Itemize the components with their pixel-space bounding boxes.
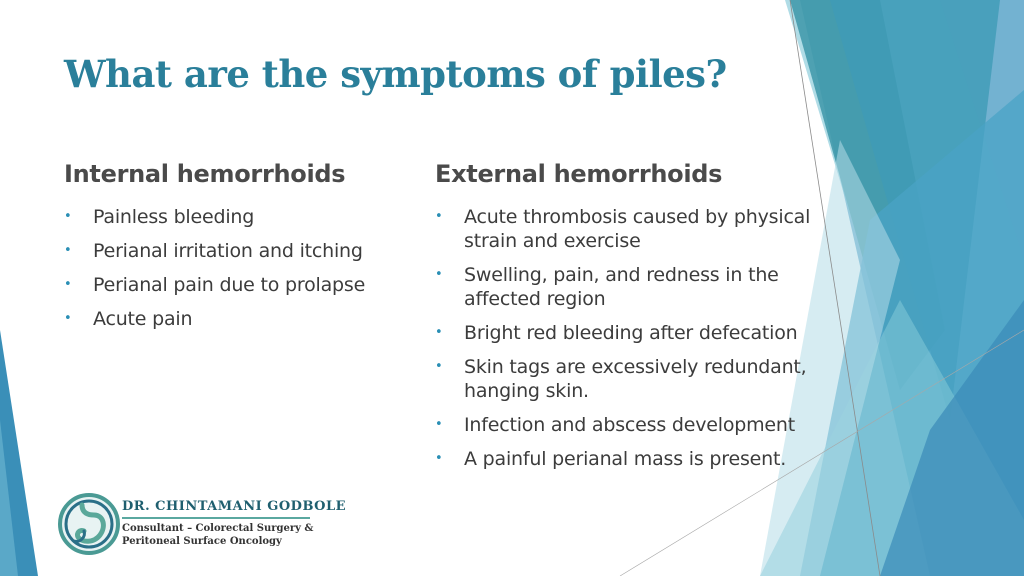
list-item: • Skin tags are excessively redundant, hanging skin. — [435, 356, 807, 402]
logo-doctor-name: DR. CHINTAMANI GODBOLE — [122, 499, 347, 514]
external-heading: External hemorrhoids — [435, 160, 723, 188]
bullet-icon: • — [435, 359, 443, 374]
internal-hemorrhoids-section — [64, 160, 414, 341]
bullet-icon: • — [64, 209, 72, 224]
external-list — [435, 205, 825, 471]
list-item: • A painful perianal mass is present. — [435, 448, 787, 470]
logo-subtitle — [122, 522, 313, 548]
internal-heading: Internal hemorrhoids — [64, 160, 346, 188]
list-item: • Perianal irritation and itching — [64, 240, 363, 262]
list-item: • Acute thrombosis caused by physical strain and exercise — [435, 206, 811, 252]
bullet-icon: • — [64, 311, 72, 326]
list-item: • Swelling, pain, and redness in the affected region — [435, 264, 779, 310]
bullet-icon: • — [435, 451, 443, 466]
doctor-logo — [58, 493, 347, 559]
logo-subtitle-line1: Consultant – Colorectal Surgery & — [122, 523, 314, 534]
bullet-icon: • — [435, 325, 443, 340]
list-item: • Acute pain — [64, 308, 193, 330]
bullet-icon: • — [435, 267, 443, 282]
slide-title: What are the symptoms of piles? — [64, 52, 727, 96]
external-hemorrhoids-section — [435, 160, 825, 481]
list-item: • Perianal pain due to prolapse — [64, 274, 366, 296]
list-item: • Painless bleeding — [64, 206, 255, 228]
bullet-icon: • — [64, 277, 72, 292]
logo-subtitle-line2: Peritoneal Surface Oncology — [122, 536, 282, 547]
list-item: • Infection and abscess development — [435, 414, 796, 436]
bullet-icon: • — [435, 209, 443, 224]
logo-divider — [122, 517, 310, 519]
bullet-icon: • — [435, 417, 443, 432]
bullet-icon: • — [64, 243, 72, 258]
list-item: • Bright red bleeding after defecation — [435, 322, 798, 344]
internal-list — [64, 205, 414, 331]
stomach-logo-icon — [58, 493, 120, 555]
